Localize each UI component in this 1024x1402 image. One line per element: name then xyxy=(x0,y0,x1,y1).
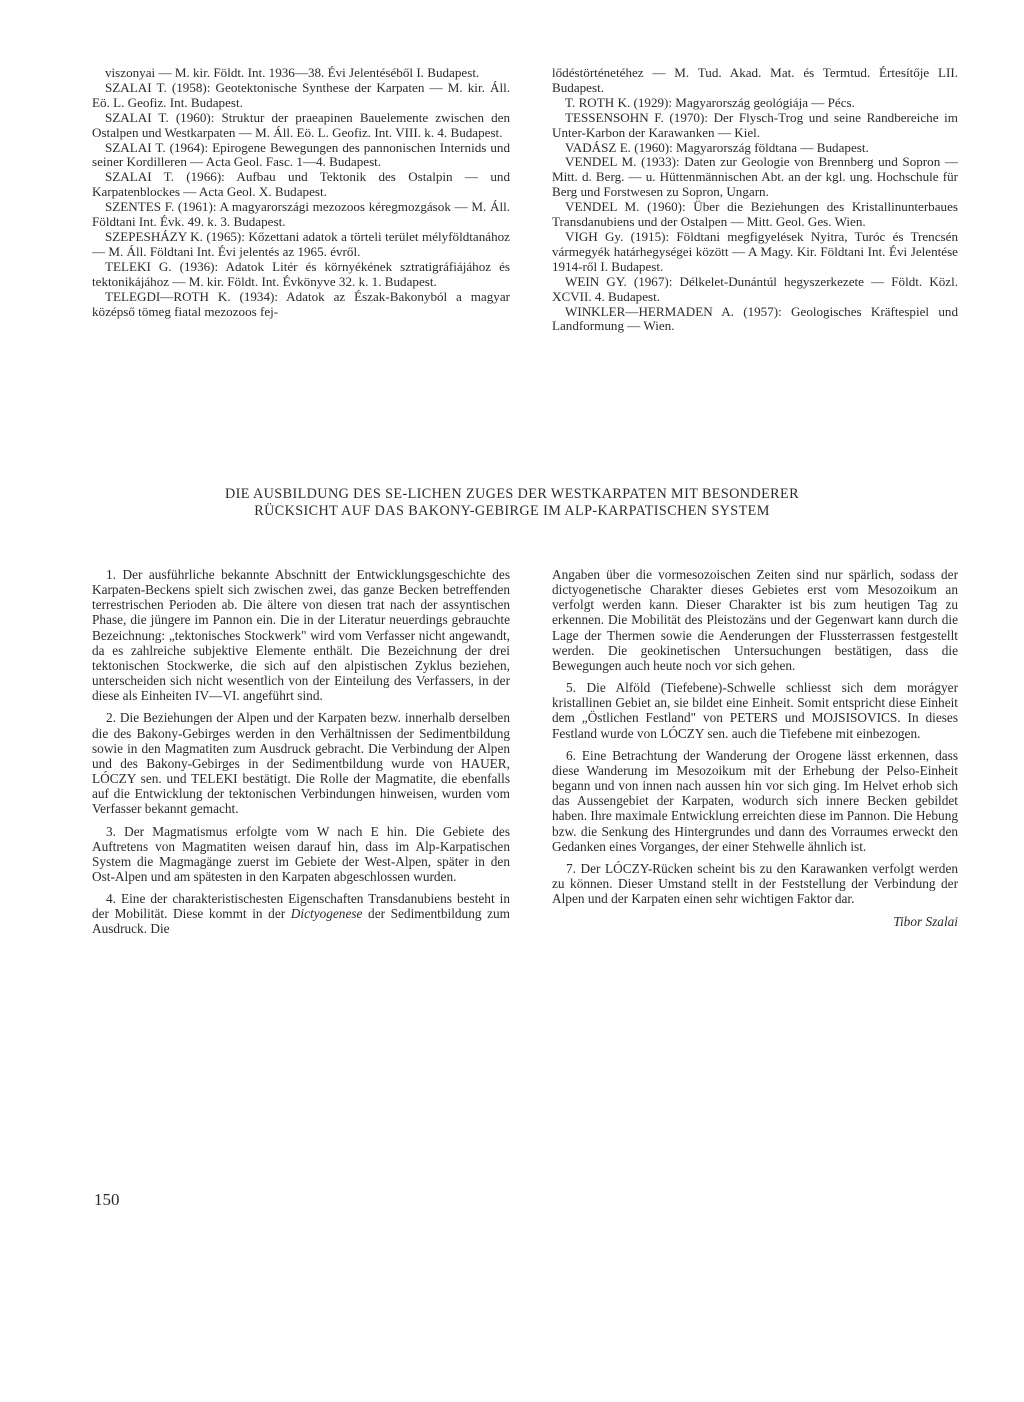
body-left-column xyxy=(92,567,510,944)
paragraph-4-start: 4. Eine der charakteristischesten Eigenschaften Transdanubiens besteht in der Mobilität. Diese kommt in der xyxy=(92,891,510,922)
reference-entry: SZEPESHÁZY K. (1965): Kőzettani adatok a törteli terület mélyföldtanához — M. Áll. Földtani Int. Évi jelentés az 1965. évről. xyxy=(92,228,510,259)
paragraph-1: 1. Der ausführliche bekannte Abschnitt der Entwicklungsgeschichte des Karpaten-Beckens spielt sich zwischen zwei, das ganze Becken betreffenden terrestrischen Perioden ab. Die ältere von diesen trat nach der assyntischen Phase, die jüngere im Pannon ein. Die in der Literatur neuerdings gebrauchte Bezeichnung: „tektonisches Stockwerk" wird vom Verfasser nicht angewandt, da es zahlreiche subjektive Elemente enthält. Die Bezeichnung der drei tektonischen Stockwerke, die sich auf den alpistischen Zyklus beziehen, unterscheiden sich nicht wesentlich von der Einteilung des Verfassers, in der diese als Einheiten IV—VI. angeführt sind. xyxy=(92,567,510,704)
reference-entry: VENDEL M. (1933): Daten zur Geologie von Brennberg und Sopron — Mitt. d. Berg. — u. Hüttenmännischen Abt. an der kgl. ung. Hochschule für Berg und Forstwesen zu Sopron, Ungarn. xyxy=(552,154,958,200)
reference-entry: VENDEL M. (1960): Über die Beziehungen des Kristallinunterbaues Transdanubiens und der Ostalpen — Mitt. Geol. Ges. Wien. xyxy=(552,199,958,230)
reference-entry: TELEGDI—ROTH K. (1934): Adatok az Észak-Bakonyból a magyar középső tömeg fiatal mezozoos fej- xyxy=(92,288,510,319)
reference-entry: SZALAI T. (1966): Aufbau und Tektonik des Ostalpin — und Karpatenblockes — Acta Geol. X. Budapest. xyxy=(92,169,510,200)
heading-line-2: RÜCKSICHT AUF DAS BAKONY-GEBIRGE IM ALP-KARPATISCHEN SYSTEM xyxy=(254,503,770,519)
paragraph-4 xyxy=(92,891,510,936)
reference-entry: T. ROTH K. (1929): Magyarország geológiája — Pécs. xyxy=(565,94,855,110)
reference-entry: WEIN GY. (1967): Délkelet-Dunántúl hegyszerkezete — Földt. Közl. XCVII. 4. Budapest. xyxy=(552,273,958,304)
reference-entry: SZALAI T. (1958): Geotektonische Synthese der Karpaten — M. kir. Áll. Eö. L. Geofiz. Int. Budapest. xyxy=(92,79,510,110)
author-signature: Tibor Szalai xyxy=(893,914,958,930)
reference-entry: SZENTES F. (1961): A magyarországi mezozoos kéregmozgások — M. Áll. Földtani Int. Évk. 49. k. 3. Budapest. xyxy=(92,199,510,230)
reference-entry: lődéstörténetéhez — M. Tud. Akad. Mat. és Termtud. Értesítője LII. Budapest. xyxy=(552,65,958,95)
references-right-column xyxy=(552,66,958,334)
paragraph-5: 5. Die Alföld (Tiefebene)-Schwelle schliesst sich dem morágyer kristallinen Gebiet an, sie bildet eine Einheit. Somit entspricht diese Einheit dem „Östlichen Festland" von PETERS und MOJSISOVICS. In dieses Festland wurde von LÓCZY sen. auch die Tiefebene mit einbezogen. xyxy=(552,680,958,741)
paragraph-7: 7. Der LÓCZY-Rücken scheint bis zu den Karawanken verfolgt werden zu können. Dieser Umstand stellt in der Feststellung der Verbindung der Alpen und der Karpaten einen sehr wichtigen Faktor dar. xyxy=(552,860,958,907)
reference-entry: SZALAI T. (1960): Struktur der praeapinen Bauelemente zwischen den Ostalpen und Westkarpaten — M. Áll. Eö. L. Geofiz. Int. VIII. k. 4. Budapest. xyxy=(92,109,510,140)
reference-entry: viszonyai — M. kir. Földt. Int. 1936—38. Évi Jelentéséből I. Budapest. xyxy=(105,65,480,80)
paragraph-2: 2. Die Beziehungen der Alpen und der Karpaten bezw. innerhalb derselben die des Bakony-Gebirges werden in den Verhältnissen der Sedimentbildung sowie in den Magmatiten zum Ausdruck gebracht. Die Verbindung der Alpen und des Bakony-Gebirges in der Sedimentbildung wurde von HAUER, LÓCZY sen. und TELEKI bestätigt. Die Rolle der Magmatite, die ebenfalls auf die Entwicklung der tektonischen Verbindungen hinweisen, wurden vom Verfasser bekannt gemacht. xyxy=(92,710,510,817)
reference-entry: WINKLER—HERMADEN A. (1957): Geologisches Kräftespiel und Landformung — Wien. xyxy=(552,303,958,334)
dictyogenese-term: Dictyogenese xyxy=(290,906,363,922)
reference-entry: VIGH Gy. (1915): Földtani megfigyelések Nyitra, Turóc és Trencsén vármegyék határhegységei között — A Magy. Kir. Földtani Int. Évi Jelentése 1914-ről I. Budapest. xyxy=(552,228,958,274)
reference-entry: TESSENSOHN F. (1970): Der Flysch-Trog und seine Randbereiche im Unter-Karbon der Karawanken — Kiel. xyxy=(552,109,958,140)
reference-entry: TELEKI G. (1936): Adatok Litér és környékének sztratigráfiájához és tektonikájához — M. kir. Földt. Int. Évkönyve 32. k. 1. Budapest. xyxy=(92,258,510,289)
paragraph-6: 6. Eine Betrachtung der Wanderung der Orogene lässt erkennen, dass diese Wanderung im Mesozoikum mit der Erhebung der Pelso-Einheit begann und von innen nach aussen hin vor sich ging. Im Helvet erhob sich das Aussengebiet der Karpaten, wodurch sich innere Becken gebildet haben. Ihre maximale Entwicklung erreichten diese im Pannon. Die Hebung bzw. die Senkung des Hintergrundes und dann des Vorraumes erweckt den Gedanken eines Vorganges, der einer Stehwelle ähnlich ist. xyxy=(552,747,958,854)
paragraph-4-continued: Angaben über die vormesozoischen Zeiten sind nur spärlich, sodass der dictyogenetische Charakter dieses Gebietes erst vom Mesozoikum an verfolgt werden kann. Dieser Charakter ist bis zum heutigen Tag zu erkennen. Die Mobilität des Pleistozäns und der Gegenwart kann durch die Lage der Thermen sowie die Aenderungen der Flussterrassen festgestellt werden. Die geokinetischen Untersuchungen bestätigen, dass die Bewegungen auch heute noch vor sich gehen. xyxy=(552,567,958,673)
reference-entry: VADÁSZ E. (1960): Magyarország földtana — Budapest. xyxy=(565,139,869,155)
body-right-column xyxy=(552,567,958,929)
heading-line-1: DIE AUSBILDUNG DES SE-LICHEN ZUGES DER WESTKARPATEN MIT BESONDERER xyxy=(225,486,799,502)
references-left-column xyxy=(92,66,510,319)
article-heading xyxy=(62,486,962,520)
page-number: 150 xyxy=(94,1190,120,1209)
paragraph-3: 3. Der Magmatismus erfolgte vom W nach E hin. Die Gebiete des Auftretens von Magmatiten weisen darauf hin, dass im Alp-Karpatischen System die Magmagänge zuerst im Gebiete der West-Alpen, später in den Ost-Alpen und am spätesten in den Karpaten abgeschlossen wurden. xyxy=(92,823,510,884)
reference-entry: SZALAI T. (1964): Epirogene Bewegungen des pannonischen Internids und seiner Kordilleren — Acta Geol. Fasc. 1—4. Budapest. xyxy=(92,139,510,170)
paragraph-4-end: der Sedimentbildung zum Ausdruck. Die xyxy=(92,906,511,937)
